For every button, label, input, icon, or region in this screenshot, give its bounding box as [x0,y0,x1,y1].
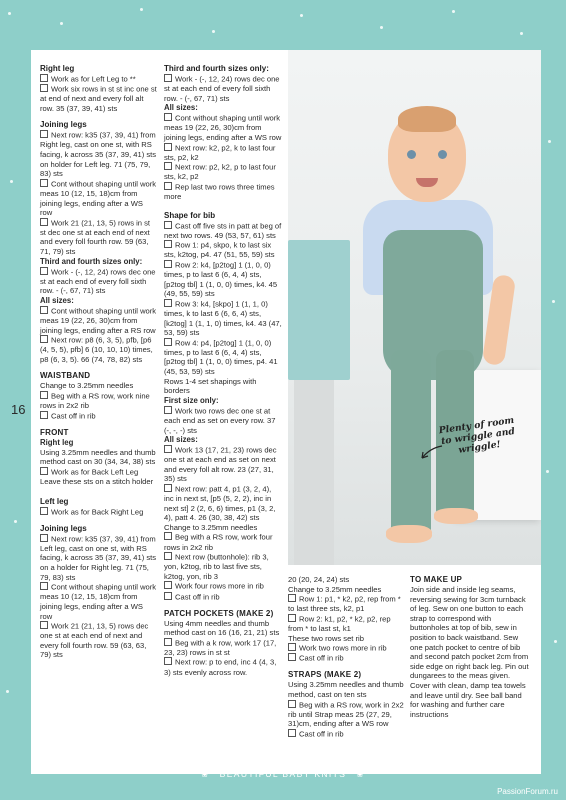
section-heading: Joining legs [40,120,87,130]
instruction: Work two rows dec one st at each end as set on every row. 37 (-, -, -) sts [164,406,282,435]
section-heading: All sizes: [40,295,74,305]
instruction: Work - (-, 12, 24) rows dec one st at each end of every foll sixth row. - (-, 67, 71) sts [164,74,282,103]
instruction: Join side and inside leg seams, reversing sewing for 3cm turnback of leg. Sew on one button to each strap to correspond with buttonholes at top of bib, sew in position to back waistband. Sew one patch pocket to centre of bib and second patch pocket 2cm from side edge on right back leg. Pin out dungarees to the meas given. Cover with clean, damp tea towels and leave until dry. See ball band for washing and further care instructions [410,585,529,719]
instruction: Work as for Back Right Leg [40,507,157,517]
section-heading: All sizes: [164,435,198,445]
instruction: Next row: p2, k2, p to last four sts, k2, p2 [164,162,282,182]
section-heading: Third and fourth sizes only: [164,64,269,73]
instruction: Work 21 (21, 13, 5) rows dec one st at each end of next and every foll fourth row. 59 (63, 63, 79) sts [40,621,157,660]
instruction: Using 3.25mm needles and thumb method cast on 30 (34, 34, 38) sts [40,447,156,467]
instruction: Work four rows more in rib [164,581,282,591]
baby-foot-left [386,525,432,543]
instruction: 20 (20, 24, 24) sts [288,575,350,584]
instruction: Cast off in rib [164,592,282,602]
instruction: Beg with a RS row, work four rows in 2x2 rib [164,532,282,552]
instruction: Work six rows in st st inc one st at end of next and every foll alt row. 35 (37, 39, 41) sts [40,84,157,113]
baby-foot-right [434,508,478,524]
column-2 [164,64,282,677]
instruction: Change to 3.25mm needles [164,522,258,532]
page-number: 16 [11,402,26,417]
instruction: Row 4: p4, [p2tog] 1 (1, 0, 0) times, p to last 6 (6, 4, 4) sts, [p2tog tbl] 1 (1, 0, 0) times, p4. 41 (45, 53, 59) sts [164,338,282,377]
instruction: Change to 3.25mm needles [40,381,134,391]
section-heading: Joining legs [40,523,87,533]
footer-title: BEAUTIFUL BABY KNITS [219,769,347,779]
instruction: Next row: k35 (37, 39, 41) from Left leg, cast on one st, with RS facing, k across 35 (37, 39, 41) sts on a holder for Right leg. 71 (75, 79, 83) sts [40,534,157,582]
watermark-brand: PassionForum.ru [497,787,558,796]
instruction: Work two rows more in rib [288,643,406,653]
instruction: Next row: k2, p2, k to last four sts, p2, k2 [164,143,282,163]
flower-icon: ❀ [201,769,210,779]
instruction: Next row: p to end, inc 4 (4, 3, 3) sts evenly across row. [164,657,282,677]
baby-eye-right [438,150,447,159]
instruction: Beg with a RS row, work nine rows in 2x2 rib [40,391,157,411]
baby-hair [398,106,456,132]
section-heading: First size only: [164,395,219,405]
instruction: Next row: patt 4, p1 (3, 2, 4), inc in next st, [p5 (5, 2, 2), inc in next st] 2 (2, 6, 6) times, p1 (3, 2, 4), patt 4. 26 (30, 38, 42) sts [164,484,282,523]
instruction: Change to 3.25mm needles [288,584,382,594]
instruction: Beg with a RS row, work in 2x2 rib until Strap meas 25 (27, 29, 31)cm, ending after a WS row [288,700,406,729]
instruction: Cont without shaping until work meas 10 (12, 15, 18)cm from joining legs, ending after a WS row [40,582,157,621]
baby-photo [288,50,541,565]
photo-callout: Plenty of room to wriggle and wriggle! [438,414,516,456]
instruction: Cont without shaping until work meas 19 (22, 26, 30)cm from joining legs, ending after a WS row [164,113,282,142]
section-heading: TO MAKE UP [410,575,463,584]
instruction: Cast off five sts in patt at beg of next two rows. 49 (53, 57, 61) sts [164,221,282,240]
instruction: Work 13 (17, 21, 23) rows dec one st at each end as set on next and every foll alt row. 23 (27, 31, 35) sts [164,445,282,484]
column-4 [410,575,532,719]
section-subheading: Right leg [40,437,74,447]
instruction: Beg with a k row, work 17 (17, 23, 23) rows in st st [164,638,282,658]
instruction: Row 3: k4, [skpo] 1 (1, 1, 0) times, k to last 6 (6, 6, 4) sts, [k2tog] 1 (1, 1, 0) times, k4. 43 (47, 53, 59) sts [164,299,282,338]
instruction: Next row: k35 (37, 39, 41) from Right leg, cast on one st, with RS facing, k across 35 (37, 39, 41) sts on holder for Left leg. 71 (75, 79, 83) sts [40,130,157,179]
shelf-shadow [294,380,334,565]
teal-shelf [288,240,350,380]
footer [0,769,566,783]
instruction: Cast off in rib [40,411,157,421]
instruction: Row 2: k1, p2, * k2, p2, rep from * to last st, k1 [288,614,406,634]
column-1 [40,64,157,660]
instruction: Rows 1-4 set shapings with borders [164,376,257,396]
instruction: Using 3.25mm needles and thumb method, cast on ten sts [288,680,404,699]
section-heading: WAISTBAND [40,371,91,381]
instruction: Rep last two rows three times more [164,182,282,202]
section-heading: PATCH POCKETS (MAKE 2) [164,608,274,618]
column-3 [288,575,406,739]
instruction: Row 1: p1, * k2, p2, rep from * to last three sts, k2, p1 [288,594,406,614]
instruction: Work - (-, 12, 24) rows dec one st at each end of every foll sixth row. - (-, 67, 71) sts [40,267,156,296]
instruction: Next row (buttonhole): rib 3, yon, k2tog, rib to last five sts, k2tog, yon, rib 3 [164,552,282,581]
instruction: Work 21 (21, 13, 5) rows in st st dec one st at each end of next and every foll fourth row. 59 (63, 71, 79) sts [40,218,157,257]
instruction: Work as for Left Leg to ** [40,74,157,84]
flower-icon: ❀ [356,769,365,779]
section-heading: STRAPS (MAKE 2) [288,670,362,680]
instruction: Row 2: k4, [p2tog] 1 (1, 0, 0) times, p to last 6 (6, 4, 4) sts, [p2tog tbl] 1 (1, 0, 0) times, k4. 45 (49, 55, 59) sts [164,260,282,299]
instruction: These two rows set rib [288,633,364,643]
baby-eye-left [407,150,416,159]
instruction: Using 4mm needles and thumb method cast on 16 (16, 21, 21) sts [164,618,280,638]
section-heading: All sizes: [164,103,198,113]
section-heading: Left leg [40,496,69,506]
instruction: Cast off in rib [288,653,406,663]
instruction: Cont without shaping until work meas 19 (22, 26, 30)cm from joining legs, ending after a RS row [40,306,157,335]
section-heading: Right leg [40,64,75,73]
instruction: Work as for Back Left Leg Leave these sts on a stitch holder [40,467,157,487]
instruction: Row 1: p4, skpo, k to last six sts, k2tog, p4. 47 (51, 55, 59) sts [164,240,282,260]
section-heading: Third and fourth sizes only: [40,256,143,266]
section-heading: FRONT [40,427,69,437]
instruction: Cast off in rib [288,729,406,739]
instruction: Next row: p8 (6, 3, 5), pfb, [p6 (4, 5, 5), pfb] 6 (10, 10, 10) times, p8 (6, 3, 5). 66 (74, 78, 82) sts [40,335,157,364]
section-heading: Shape for bib [164,210,216,220]
instruction: Cont without shaping until work meas 10 (12, 15, 18)cm from joining legs, ending after a WS row [40,179,157,218]
